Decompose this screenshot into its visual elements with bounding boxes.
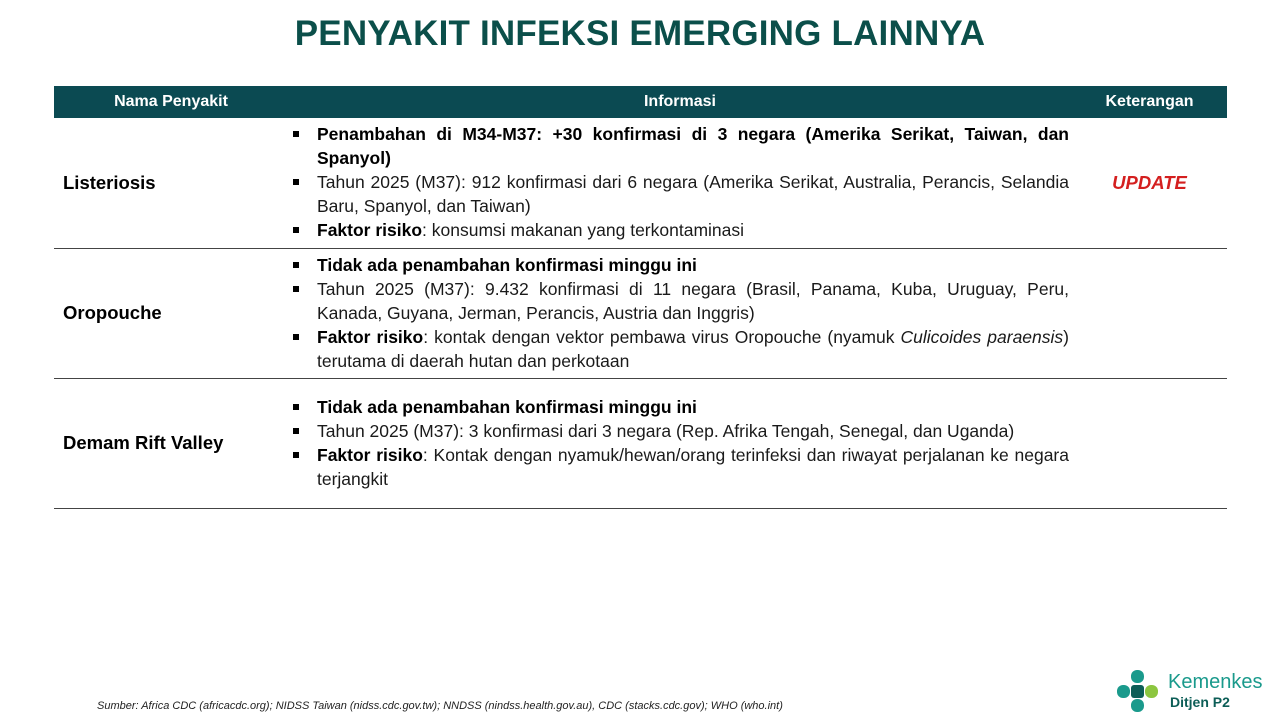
list-item: Penambahan di M34-M37: +30 konfirmasi di 3 negara (Amerika Serikat, Taiwan, dan Spanyol) [288, 122, 1072, 170]
kemenkes-logo-icon [1115, 668, 1161, 714]
list-item: Tahun 2025 (M37): 912 konfirmasi dari 6 negara (Amerika Serikat, Australia, Perancis, Selandia Baru, Spanyol, dan Taiwan) [288, 170, 1072, 218]
kemenkes-logo [1115, 668, 1275, 714]
update-badge: UPDATE [1072, 118, 1227, 248]
list-item: Tidak ada penambahan konfirmasi minggu ini [288, 253, 1072, 277]
source-note: Sumber: Africa CDC (africacdc.org); NIDSS Taiwan (nidss.cdc.gov.tw); NNDSS (nindss.health.gov.au), CDC (stacks.cdc.gov); WHO (who.int) [97, 700, 783, 712]
bullet-list [288, 249, 1072, 378]
disease-name: Listeriosis [54, 118, 288, 248]
disease-name: Oropouche [54, 248, 288, 378]
table-header-row [54, 86, 1227, 118]
list-item: Faktor risiko: kontak dengan vektor pembawa virus Oropouche (nyamuk Culicoides paraensis) terutama di daerah hutan dan perkotaan [288, 325, 1072, 373]
information-cell [288, 378, 1072, 508]
disease-table [54, 86, 1227, 509]
list-item: Faktor risiko: konsumsi makanan yang terkontaminasi [288, 218, 1072, 242]
information-cell [288, 118, 1072, 248]
header-disease-name: Nama Penyakit [54, 86, 288, 118]
list-item: Tidak ada penambahan konfirmasi minggu ini [288, 395, 1072, 419]
logo-name: Kemenkes [1168, 671, 1263, 693]
logo-subtitle: Ditjen P2 [1170, 694, 1230, 710]
page-title: PENYAKIT INFEKSI EMERGING LAINNYA [294, 14, 986, 53]
table-row [54, 248, 1227, 378]
list-item: Tahun 2025 (M37): 3 konfirmasi dari 3 negara (Rep. Afrika Tengah, Senegal, dan Uganda) [288, 419, 1072, 443]
list-item: Faktor risiko: Kontak dengan nyamuk/hewan/orang terinfeksi dan riwayat perjalanan ke negara terjangkit [288, 443, 1072, 491]
remarks-cell [1072, 248, 1227, 378]
bullet-list [288, 118, 1072, 247]
disease-name: Demam Rift Valley [54, 378, 288, 508]
table-row [54, 378, 1227, 508]
information-cell [288, 248, 1072, 378]
list-item: Tahun 2025 (M37): 9.432 konfirmasi di 11 negara (Brasil, Panama, Kuba, Uruguay, Peru, Kanada, Guyana, Jerman, Perancis, Austria dan Inggris) [288, 277, 1072, 325]
header-information: Informasi [288, 86, 1072, 118]
header-remarks: Keterangan [1072, 86, 1227, 118]
bullet-list [288, 391, 1072, 496]
remarks-cell [1072, 378, 1227, 508]
table-row [54, 118, 1227, 248]
